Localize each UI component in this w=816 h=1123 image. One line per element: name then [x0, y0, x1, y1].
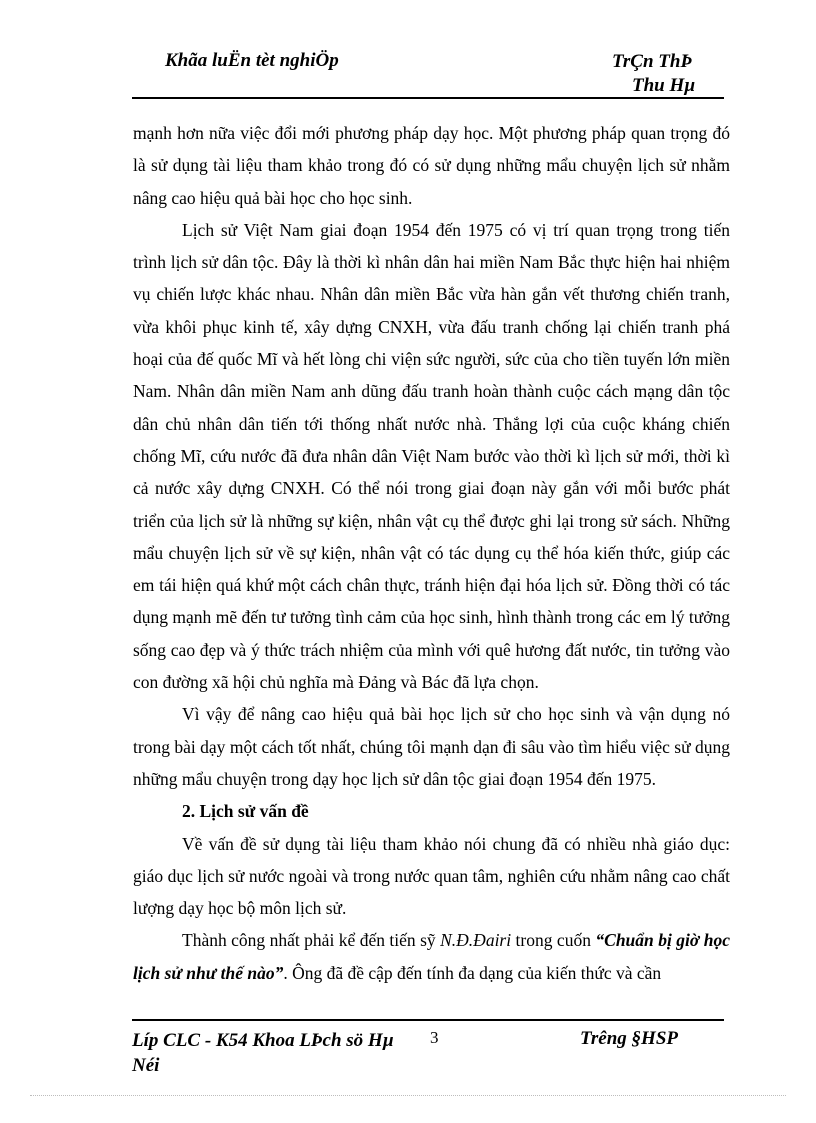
footer-right: Trêng §HSP	[580, 1028, 678, 1049]
header-author-line1: TrÇn ThÞ	[612, 51, 693, 72]
section-heading: 2. Lịch sử vấn đề	[182, 801, 309, 822]
paragraph-2: Lịch sử Việt Nam giai đoạn 1954 đến 1975 có vị trí quan trọng trong tiến trình lịch sử dân tộc. Đây là thời kì nhân dân hai miền Nam Bắc thực hiện hai nhiệm vụ chiến lược khác nhau. Nhân dân miền Bắc vừa hàn gắn vết thương chiến tranh, vừa khôi phục kinh tế, xây dựng CNXH, vừa đấu tranh chống lại chiến tranh phá hoại của đế quốc Mĩ và hết lòng chi viện sức người, sức của cho tiền tuyến lớn miền Nam. Nhân dân miền Nam anh dũng đấu tranh hoàn thành cuộc cách mạng dân tộc dân chủ nhân dân tiến tới thống nhất nước nhà. Thắng lợi của cuộc kháng chiến chống Mĩ, cứu nước đã đưa nhân dân Việt Nam bước vào thời kì lịch sử mới, thời kì cả nước xây dựng CNXH. Có thể nói trong giai đoạn này gắn với mỗi bước phát triển của lịch sử là những sự kiện, nhân vật cụ thể được ghi lại trong sử sách. Những mẩu chuyện lịch sử về sự kiện, nhân vật có tác dụng cụ thể hóa kiến thức, giúp các em tái hiện quá khứ một cách chân thực, tránh hiện đại hóa lịch sử. Đồng thời có tác dụng mạnh mẽ đến tư tưởng tình cảm của học sinh, hình thành trong các em lý tưởng sống cao đẹp và ý thức trách nhiệm của mình với quê hương đất nước, tin tưởng vào con đường xã hội chủ nghĩa mà Đảng và Bác đã lựa chọn.	[133, 219, 730, 693]
header-right-author	[612, 50, 722, 98]
paragraph-5-text-b: trong cuốn	[511, 930, 596, 951]
document-body	[133, 117, 730, 989]
paragraph-5-text-c: . Ông đã đề cập đến tính đa dạng của kiến thức và cần	[283, 962, 662, 983]
book-title: “Chuẩn bị giờ học lịch sử như thế nào”	[133, 930, 730, 983]
paragraph-5-text-a: Thành công nhất phải kể đến tiến sỹ	[182, 930, 441, 951]
paragraph-1: mạnh hơn nữa việc đổi mới phương pháp dạy học. Một phương pháp quan trọng đó là sử dụng tài liệu tham khảo trong đó có sử dụng những mẩu chuyện lịch sử nhằm nâng cao hiệu quả bài học cho học sinh.	[133, 123, 730, 208]
author-name: N.Đ.Đairi	[440, 930, 512, 951]
header-author-line2: Thu Hµ	[632, 75, 696, 96]
paragraph-5	[133, 924, 730, 989]
bottom-dotted-divider	[30, 1095, 786, 1096]
paragraph-3: Vì vậy để nâng cao hiệu quả bài học lịch sử cho học sinh và vận dụng nó trong bài dạy một cách tốt nhất, chúng tôi mạnh dạn đi sâu vào tìm hiểu việc sử dụng những mẩu chuyện trong dạy học lịch sử dân tộc giai đoạn 1954 đến 1975.	[133, 704, 730, 789]
footer-left: Líp CLC - K54 Khoa LÞch sö Hµ Néi	[132, 1030, 394, 1076]
page-number: 3	[430, 1028, 439, 1047]
footer-rule	[132, 1019, 724, 1021]
paragraph-4: Về vấn đề sử dụng tài liệu tham khảo nói chung đã có nhiều nhà giáo dục: giáo dục lịch sử nước ngoài và trong nước quan tâm, nghiên cứu nhằm nâng cao chất lượng dạy học bộ môn lịch sử.	[133, 833, 730, 919]
header-left-title: Khãa luËn tèt nghiÖp	[165, 50, 339, 71]
header-rule	[132, 97, 724, 99]
